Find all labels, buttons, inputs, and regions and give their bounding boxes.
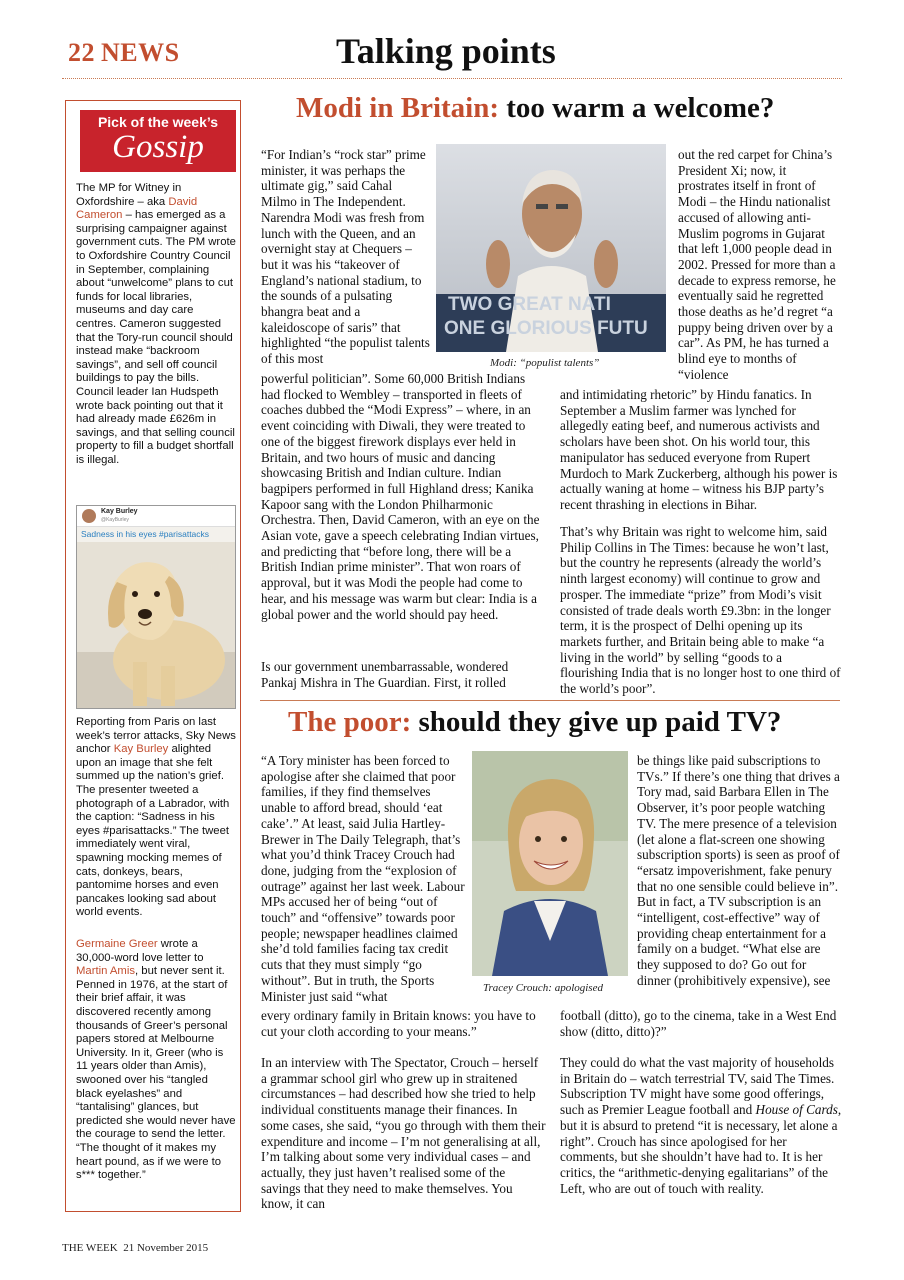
tweet-screenshot: [76, 505, 236, 709]
section-label: NEWS: [101, 38, 180, 67]
article2-col2-para2: They could do what the vast majority of households in Britain do – watch terrestrial TV, said The Times. Subscription TV might have some good offerings, such as Premier League football and House of Cards, but it is absurd to pretend “it is necessary, let alone a right”. Crouch has since apologised for her comments, but she shouldn’t have had to. It is her critics, the “arithmetic-denying egalitarians” of the Left, who are out of touch with reality.: [560, 1055, 842, 1196]
gossip-title: Gossip: [112, 129, 204, 165]
gossip-item-burley: Reporting from Paris on last week’s terror attacks, Sky News anchor Kay Burley alighted upon an image that she felt summed up the nation’s grief. The presenter tweeted a photograph of a Labrador, with the caption: “Sadness in his eyes #parisattacks.” The tweet immediately went viral, spawning mocking memes of cats, donkeys, bears, pantomime horses and even pancakes looking sad about world events.: [76, 716, 236, 919]
article2-col1-top: “A Tory minister has been forced to apologise after she claimed that poor families, if they find themselves unable to afford bread, should ‘eat cake’.” At least, said Julia Hartley-Brewer in The Daily Telegraph, that’s what you’d think Tracey Crouch had done, judging from the “explosion of outrage” against her last week. Labour MPs accused her of being “out of touch” and “offensive” towards poor people; newspaper headlines claimed she’d told families facing tax credit cuts that they must simply “go without”. But in truth, the Sports Minister just said “what: [261, 753, 465, 1004]
footer-date: 21 November 2015: [123, 1242, 209, 1254]
article1-col1-body: powerful politician”. Some 60,000 British Indians had flocked to Wembley – transported in fleets of coaches dubbed the “Modi Express” – where, in an event coinciding with Diwali, they were treated to one of the biggest firework displays ever held in Britain, and two hours of music and dancing showcasing British and Indian culture. Indian bagpipers performed in full Highland dress; Kanika Kapoor sang with the London Philharmonic Orchestra. Then, David Cameron, with an eye on the Asian vote, gave a speech celebrating Indian virtues, and predicting that “before long, there will be a British Indian prime minister”. That won roars of approval, but it was Modi the people had come to hear, and his message was warm but clear: India is a global power and the world should pay heed.: [261, 371, 540, 622]
article2-col2-top: be things like paid subscriptions to TVs.” If there’s one thing that drives a Tory mad, said Barbara Ellen in The Observer, it’s poor people watching TV. The mere presence of a television (let alone a flat-screen one showing subscription sports) is seen as proof of “ersatz impoverishment, fake penury that no one sensible could believe in”. But in fact, a TV subscription is an “intelligent, cost-effective” way of providing cheap entertainment for a family on a budget. “What else are they supposed to do? Go out for dinner (prohibitively expensive), see: [637, 753, 840, 988]
photo-banner-line2: ONE GLORIOUS FUTU: [444, 318, 648, 339]
title-house-of-cards: House of Cards: [755, 1102, 838, 1118]
page-number: [62, 38, 180, 68]
crouch-caption: Tracey Crouch: apologised: [483, 982, 603, 994]
article1-col2-top: out the red carpet for China’s President Xi; now, it prostrates itself in front of Modi – the Hindu nationalist accused of allowing anti-Muslim pogroms in Gujarat that left 1,000 people dead in 2002. Pressed for more than a decade to express remorse, he eventually said he regretted those deaths as he’d regret “a puppy being driven over by a car”. As PM, he has turned a blind eye to months of “violence: [678, 147, 836, 382]
labrador-photo-icon: [77, 542, 235, 708]
article-modi-headline: Modi in Britain: too warm a welcome?: [296, 92, 775, 124]
photo-banner-line1: TWO GREAT NATI: [448, 294, 611, 315]
crouch-photo: [472, 751, 628, 976]
tweet-user-name: Kay Burley: [101, 508, 138, 515]
article2-col1-para2: In an interview with The Spectator, Crouch – herself a grammar school girl who grew up in straitened circumstances – had described how she tried to help individual constituents manage their finances. In some cases, she said, “you go through with them their expenditure and income – I’m not generalising at all, I’m talking about some very individual cases – and actually, they just haven’t realised some of the savings that they need to make themselves. You know, it can: [261, 1055, 546, 1212]
gossip-item-cameron: The MP for Witney in Oxfordshire – aka David Cameron – has emerged as a surprising campaigner against government cuts. The PM wrote to Oxfordshire Country Council in September, complaining about “unwelcome” plans to cut funds for local libraries, museums and day care centres. Cameron suggested that the Tory-run council should instead make “backroom savings”, and sell off council buildings to pay the bills. Council leader Ian Hudspeth wrote back pointing out that it had already made £626m in savings, and that selling council property to fill a budget shortfall is illegal.: [76, 182, 236, 466]
modi-photo: [436, 144, 666, 352]
page-title: Talking points: [336, 31, 556, 71]
article2-col2-body: football (ditto), go to the cinema, take in a West End show (ditto, ditto)?”: [560, 1008, 837, 1039]
tweet-user-handle: @KayBurley: [101, 517, 129, 523]
header-divider: [62, 78, 842, 79]
article2-col1-body: every ordinary family in Britain knows: you have to cut your cloth according to your means.”: [261, 1008, 536, 1039]
page-footer: [62, 1242, 208, 1254]
article-divider: [260, 700, 840, 701]
tweet-text: Sadness in his eyes #parisattacks: [81, 529, 210, 539]
name-martin-amis: Martin Amis: [76, 965, 136, 978]
modi-caption: Modi: “populist talents”: [490, 357, 600, 369]
avatar: [82, 509, 96, 523]
gossip-pick-label: Pick of the week’s: [97, 114, 219, 130]
article1-col2-body: and intimidating rhetoric” by Hindu fanatics. In September a Muslim farmer was lynched for allegedly eating beef, and numerous activists and scholars have been shot. On his world tour, this manipulator has seduced everyone from Rupert Murdoch to Mark Zuckerberg, although his power is actually waning at home – witness his BJP party’s recent thrashing in elections in Bihar.: [560, 387, 838, 512]
article1-col2-para2: That’s why Britain was right to welcome him, said Philip Collins in The Times: because he won’t last, but the country he represents (already the world’s ninth largest economy) will continue to grow and prosper. The immediate “prize” from Modi’s visit consisted of trade deals worth £9.3bn: in the longer term, it is the prospect of Delhi opening up its markets further, and Britain being able to make “a living in the world” by selling “goods to a flourishing India that is no longer host to one third of the world’s poor”.: [560, 524, 841, 697]
gossip-badge: [80, 110, 236, 172]
crouch-photo-icon: [472, 751, 628, 976]
gossip-item-greer: Germaine Greer wrote a 30,000-word love letter to Martin Amis, but never sent it. Penned in 1976, at the start of their brief affair, it was discovered recently among thousands of Greer’s personal papers stored at Melbourne University. In it, Greer (who is 11 years older than Amis), swooned over his “tangled black eyelashes” and “tantalising” glances, but predicted she would never have the courage to send the letter. “The thought of it makes my heart pound, as if we were to s*** together.”: [76, 938, 236, 1182]
article1-col1-para2: Is our government unembarrassable, wondered Pankaj Mishra in The Guardian. First, it rolled: [261, 659, 509, 690]
article-poor-headline: The poor: should they give up paid TV?: [288, 706, 782, 738]
article1-col1-top: “For Indian’s “rock star” prime minister, it was perhaps the ultimate gig,” said Cahal Milmo in The Independent. Narendra Modi was fresh from lunch with the Queen, and an overnight stay at Chequers – but it was his “takeover of England’s national stadium, to the sounds of a pulsating bhangra beat and a kaleidoscope of saris” that highlighted “the populist talents of this most: [261, 147, 430, 367]
footer-publication: THE WEEK: [62, 1242, 118, 1254]
name-david-cameron: David Cameron: [76, 195, 198, 222]
name-kay-burley: Kay Burley: [113, 743, 169, 756]
tweet-header: [77, 506, 235, 527]
page-number-value: 22: [68, 38, 95, 67]
name-germaine-greer: Germaine Greer: [76, 938, 158, 950]
